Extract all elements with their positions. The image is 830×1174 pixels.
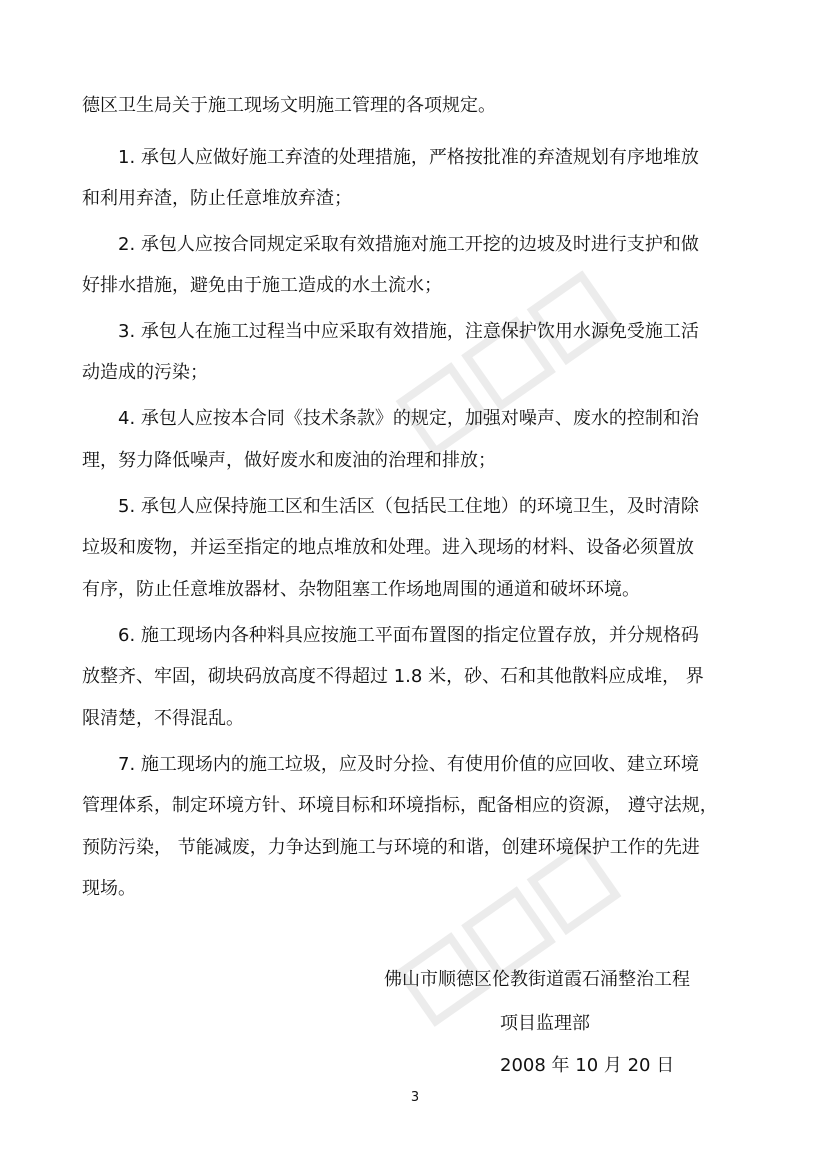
item-2-line-1: 2. 承包人应按合同规定采取有效措施对施工开挖的边坡及时进行支护和做 (118, 234, 699, 255)
intro-line: 德区卫生局关于施工现场文明施工管理的各项规定。 (82, 95, 496, 116)
item-5-line-3: 有序，防止任意堆放器材、杂物阻塞工作场地周围的通道和破坏环境。 (82, 579, 640, 600)
item-6-line-3: 限清楚，不得混乱。 (82, 708, 244, 729)
item-2-line-2: 好排水措施，避免由于施工造成的水土流水； (82, 275, 442, 296)
item-7-line-3: 预防污染， 节能减废，力争达到施工与环境的和谐，创建环境保护工作的先进 (82, 837, 700, 858)
item-7-line-4: 现场。 (82, 878, 136, 899)
item-7-line-2: 管理体系，制定环境方针、环境目标和环境指标，配备相应的资源， 遵守法规， (82, 795, 718, 816)
item-5-line-1: 5. 承包人应保持施工区和生活区（包括民工住地）的环境卫生，及时清除 (118, 496, 699, 517)
item-7-line-1: 7. 施工现场内的施工垃圾，应及时分捡、有使用价值的应回收、建立环境 (118, 754, 699, 775)
item-1-line-1: 1. 承包人应做好施工弃渣的处理措施，严格按批准的弃渣规划有序地堆放 (118, 147, 699, 168)
item-6-line-1: 6. 施工现场内各种料具应按施工平面布置图的指定位置存放，并分规格码 (118, 625, 699, 646)
signature-date: 2008 年 10 月 20 日 (500, 1055, 675, 1076)
item-3-line-1: 3. 承包人在施工过程当中应采取有效措施，注意保护饮用水源免受施工活 (118, 321, 699, 342)
item-3-line-2: 动造成的污染； (82, 362, 208, 383)
item-4-line-1: 4. 承包人应按本合同《技术条款》的规定，加强对噪声、废水的控制和治 (118, 408, 699, 429)
item-4-line-2: 理，努力降低噪声，做好废水和废油的治理和排放； (82, 450, 496, 471)
item-1-line-2: 和利用弃渣，防止任意堆放弃渣； (82, 188, 352, 209)
signature-dept: 项目监理部 (500, 1013, 590, 1034)
item-6-line-2: 放整齐、牢固，砌块码放高度不得超过 1.8 米，砂、石和其他散料应成堆， 界 (82, 666, 704, 687)
item-5-line-2: 垃圾和废物，并运至指定的地点堆放和处理。进入现场的材料、设备必须置放 (82, 537, 694, 558)
page-number: 3 (410, 1090, 420, 1105)
signature-org: 佛山市顺德区伦教街道霞石涌整治工程 (384, 969, 690, 990)
